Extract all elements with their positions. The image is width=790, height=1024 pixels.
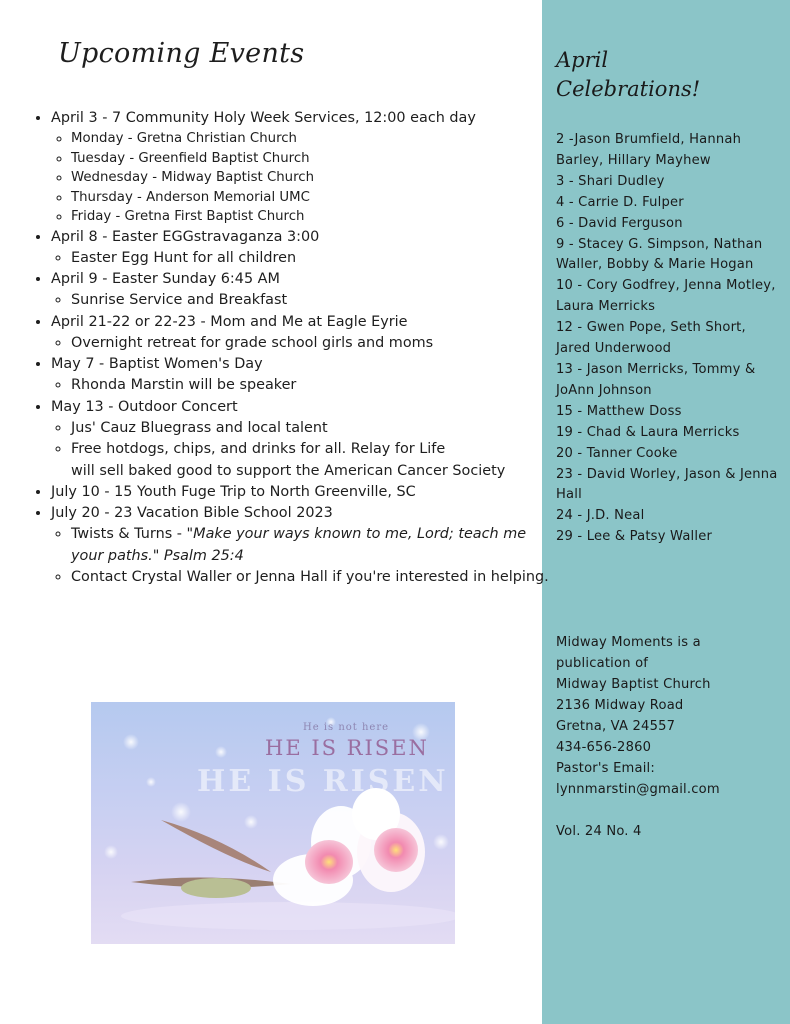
church-phone: 434-656-2860	[556, 740, 652, 755]
events-list	[32, 108, 551, 589]
event-subitem: ◦ Twists & Turns - "Make your ways known to me, Lord; teach me your paths." Psalm 25:4	[71, 524, 551, 567]
celebration-entry: 6 - David Ferguson	[556, 215, 683, 231]
event-item: • July 10 - 15 Youth Fuge Trip to North Greenville, SC	[51, 482, 551, 503]
celebration-entry: 9 - Stacey G. Simpson, Nathan Waller, Bobby & Marie Hogan	[556, 236, 763, 273]
event-subitem: ◦ Tuesday - Greenfield Baptist Church	[71, 149, 551, 169]
celebration-entry: 13 - Jason Merricks, Tommy & JoAnn Johnson	[556, 361, 756, 398]
page-title: Upcoming Events	[58, 38, 305, 69]
event-subitem: ◦ Rhonda Marstin will be speaker	[71, 375, 551, 397]
image-caption-ghost: HE IS RISEN	[197, 764, 449, 799]
image-caption-main: HE IS RISEN	[265, 736, 429, 760]
scripture-quote: "Make your ways known to me, Lord; teach me your paths." Psalm 25:4	[71, 526, 527, 564]
event-item: • May 7 - Baptist Women's Day ◦ Rhonda Marstin will be speaker	[51, 354, 551, 397]
volume-number: Vol. 24 No. 4	[556, 824, 642, 839]
event-subitem: ◦ Thursday - Anderson Memorial UMC	[71, 188, 551, 208]
celebration-entry: 23 - David Worley, Jason & Jenna Hall	[556, 466, 778, 503]
celebration-entry: 15 - Matthew Doss	[556, 403, 682, 419]
event-item: • April 9 - Easter Sunday 6:45 AM ◦ Sunrise Service and Breakfast	[51, 269, 551, 312]
image-caption-small: He is not here	[303, 722, 390, 733]
celebration-entry: 12 - Gwen Pope, Seth Short, Jared Underwood	[556, 320, 746, 357]
event-subitem: ◦ Sunrise Service and Breakfast	[71, 290, 551, 312]
event-subitem: ◦ Overnight retreat for grade school girls and moms	[71, 333, 551, 355]
church-address: 2136 Midway Road	[556, 698, 684, 713]
event-subitem: ◦ Wednesday - Midway Baptist Church	[71, 168, 551, 188]
pastor-email-link[interactable]: lynnmarstin@gmail.com	[556, 782, 720, 797]
publication-info: Midway Moments is a publication of Midway Baptist Church 2136 Midway Road Gretna, VA 24557 434-656-2860 Pastor's Email: lynnmarstin@gmail.com Vol. 24 No. 4	[556, 632, 782, 842]
celebration-entry: 29 - Lee & Patsy Waller	[556, 529, 713, 545]
celebration-entry: 24 - J.D. Neal	[556, 508, 645, 524]
celebration-entry: 20 - Tanner Cooke	[556, 445, 678, 461]
event-subitem: ◦ Free hotdogs, chips, and drinks for all. Relay for Life will sell baked good to support the American Cancer Society	[71, 439, 551, 482]
event-item: • July 20 - 23 Vacation Bible School 2023 ◦ Twists & Turns - "Make your ways known to me, Lord; teach me your paths." Psalm 25:4 ◦ Contact Crystal Waller or Jenna Hall if you're interested in helping.	[51, 503, 551, 589]
church-name: Midway Baptist Church	[556, 677, 711, 692]
event-subitem: ◦ Monday - Gretna Christian Church	[71, 129, 551, 149]
celebrations-title: April Celebrations!	[556, 48, 701, 101]
event-subitem: ◦ Jus' Cauz Bluegrass and local talent	[71, 418, 551, 440]
event-subitem: ◦ Easter Egg Hunt for all children	[71, 248, 551, 270]
celebration-entry: 4 - Carrie D. Fulper	[556, 194, 684, 210]
event-subitem: ◦ Contact Crystal Waller or Jenna Hall if you're interested in helping.	[71, 567, 551, 589]
church-city: Gretna, VA 24557	[556, 719, 676, 734]
event-item: • April 3 - 7 Community Holy Week Services, 12:00 each day ◦ Monday - Gretna Christian Church ◦ Tuesday - Greenfield Baptist Church ◦ Wednesday - Midway Baptist Church ◦ Thursday - Anderson Memorial UMC ◦ Friday - Gretna First Baptist Church	[51, 108, 551, 227]
event-item: • April 8 - Easter EGGstravaganza 3:00 ◦ Easter Egg Hunt for all children	[51, 227, 551, 270]
celebration-entry: 19 - Chad & Laura Merricks	[556, 424, 740, 440]
celebration-entry: 2 -Jason Brumfield, Hannah Barley, Hillary Mayhew	[556, 132, 742, 168]
celebration-entry: 10 - Cory Godfrey, Jenna Motley, Laura Merricks	[556, 278, 776, 315]
event-item: • May 13 - Outdoor Concert ◦ Jus' Cauz Bluegrass and local talent ◦ Free hotdogs, chips, and drinks for all. Relay for Life will sell baked good to support the American Cancer Society	[51, 397, 551, 483]
event-subitem: ◦ Friday - Gretna First Baptist Church	[71, 207, 551, 227]
easter-image	[91, 702, 455, 944]
celebration-entry: 3 - Shari Dudley	[556, 173, 665, 189]
celebrations-list	[556, 130, 782, 548]
event-item: • April 21-22 or 22-23 - Mom and Me at Eagle Eyrie ◦ Overnight retreat for grade school girls and moms	[51, 312, 551, 355]
